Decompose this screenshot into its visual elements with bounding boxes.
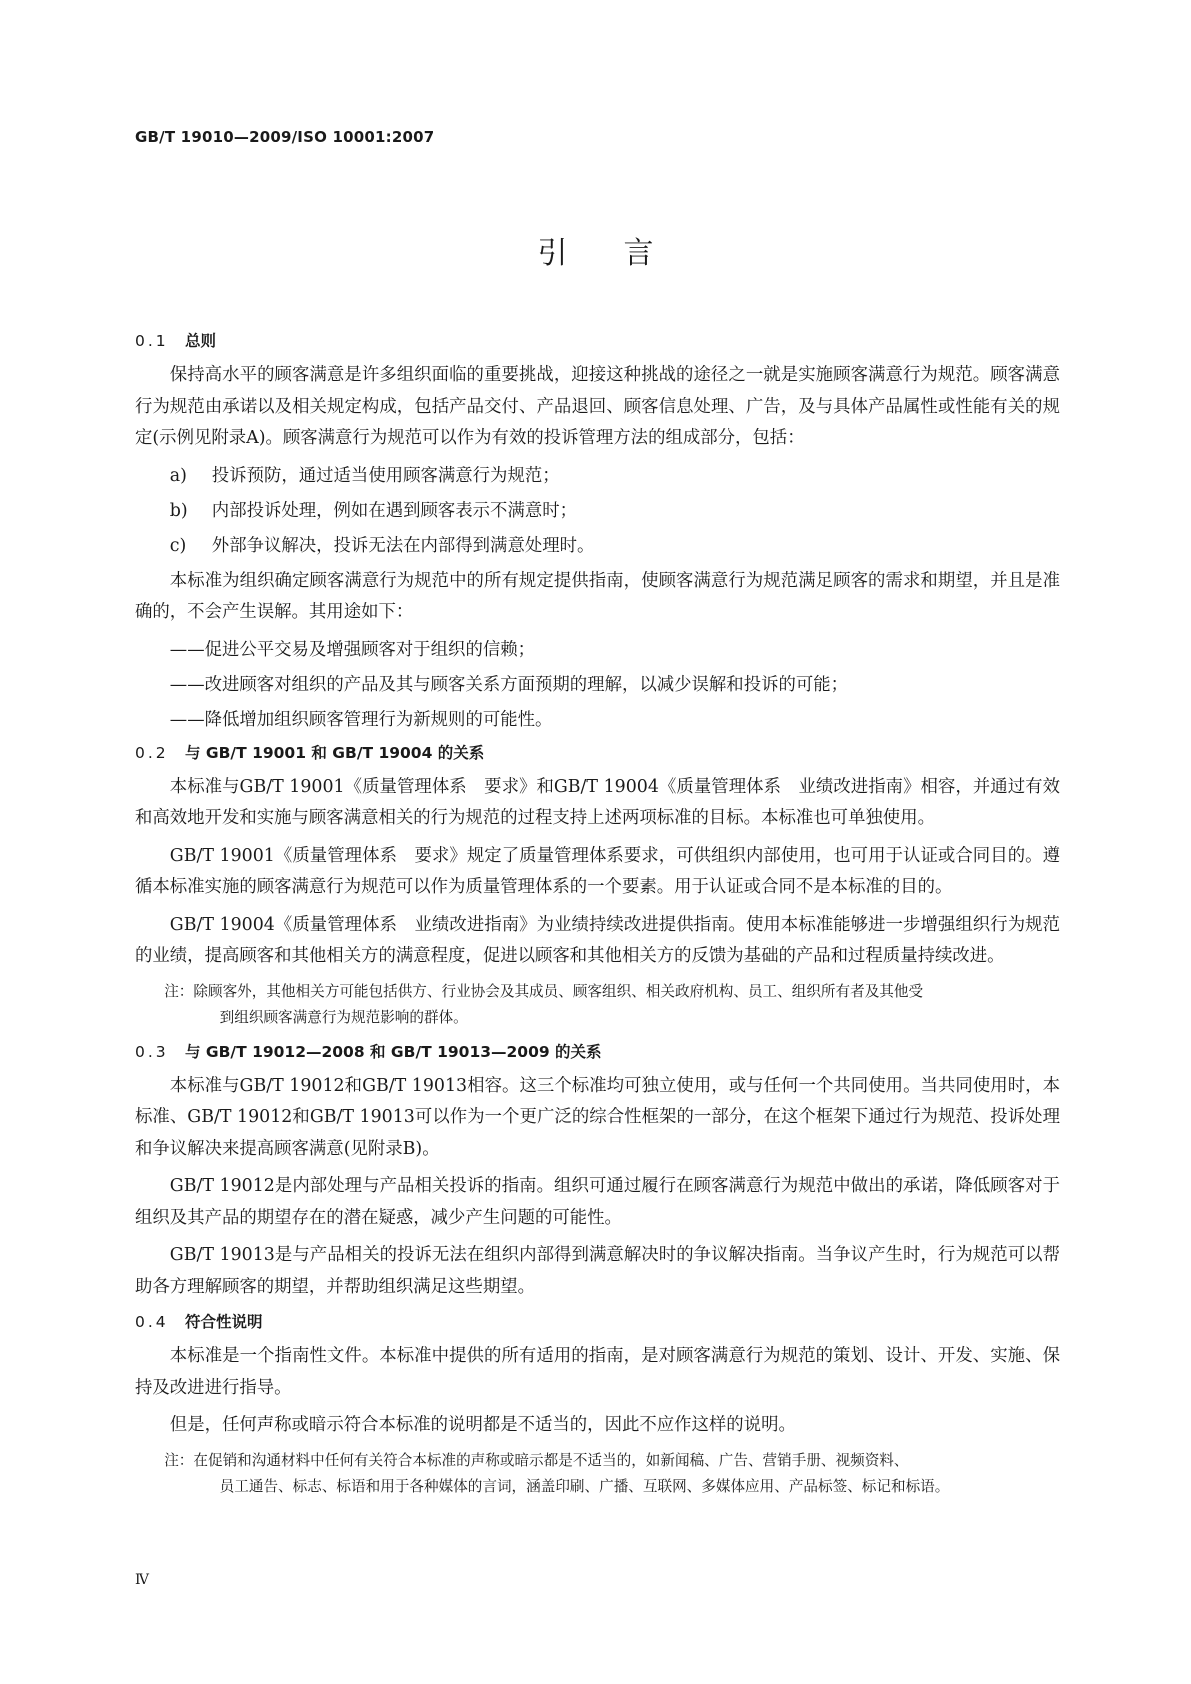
- note-line: 员工通告、标志、标语和用于各种媒体的言词，涵盖印刷、广播、互联网、多媒体应用、产品标签、标记和标语。: [219, 1477, 950, 1495]
- paragraph: 本标准是一个指南性文件。本标准中提供的所有适用的指南，是对顾客满意行为规范的策划、设计、开发、实施、保持及改进进行指导。: [135, 1346, 1060, 1398]
- list-item: [135, 461, 1060, 491]
- page-title: 引言: [537, 236, 710, 271]
- note: [135, 979, 1060, 1031]
- list-label: c): [169, 535, 187, 556]
- section-heading-0-2: [135, 740, 1060, 766]
- paragraph: GB/T 19001《质量管理体系 要求》规定了质量管理体系要求，可供组织内部使用，也可用于认证或合同目的。遵循本标准实施的顾客满意行为规范可以作为质量管理体系的一个要素。用于认证或合同不是本标准的目的。: [135, 845, 1060, 897]
- section-number: 0.2: [135, 743, 169, 762]
- paragraph: 保持高水平的顾客满意是许多组织面临的重要挑战，迎接这种挑战的途径之一就是实施顾客满意行为规范。顾客满意行为规范由承诺以及相关规定构成，包括产品交付、产品退回、顾客信息处理、广告，及与具体产品属性或性能有关的规定(示例见附录A)。顾客满意行为规范可以作为有效的投诉管理方法的组成部分，包括：: [135, 365, 1060, 448]
- list-label: b): [169, 500, 188, 521]
- section-number: 0.3: [135, 1042, 169, 1061]
- list-item: [135, 496, 1060, 526]
- list-item: [135, 531, 1060, 561]
- paragraph: 本标准为组织确定顾客满意行为规范中的所有规定提供指南，使顾客满意行为规范满足顾客的需求和期望，并且是准确的，不会产生误解。其用途如下：: [135, 570, 1060, 622]
- paragraph: GB/T 19012是内部处理与产品相关投诉的指南。组织可通过履行在顾客满意行为规范中做出的承诺，降低顾客对于组织及其产品的期望存在的潜在疑惑，减少产生问题的可能性。: [135, 1176, 1060, 1228]
- paragraph: 本标准与GB/T 19001《质量管理体系 要求》和GB/T 19004《质量管理体系 业绩改进指南》相容，并通过有效和高效地开发和实施与顾客满意相关的行为规范的过程支持上述两项标准的目标。本标准也可单独使用。: [135, 776, 1060, 828]
- section-number: 0.4: [135, 1313, 169, 1331]
- dash-item: ——促进公平交易及增强顾客对于组织的信赖；: [169, 639, 536, 660]
- list-text: 投诉预防，通过适当使用顾客满意行为规范；: [211, 465, 560, 486]
- section-title: 与 GB/T 19001 和 GB/T 19004 的关系: [185, 743, 485, 762]
- standard-code-header: GB/T 19010—2009/ISO 10001:2007: [135, 128, 435, 146]
- document-body: [135, 328, 1060, 1508]
- paragraph: GB/T 19004《质量管理体系 业绩改进指南》为业绩持续改进提供指南。使用本标准能够进一步增强组织行为规范的业绩，提高顾客和其他相关方的满意程度，促进以顾客和其他相关方的反馈为基础的产品和过程质量持续改进。: [135, 914, 1060, 966]
- section-title: 总则: [185, 332, 217, 350]
- dash-item: ——改进顾客对组织的产品及其与顾客关系方面预期的理解，以减少误解和投诉的可能；: [169, 674, 849, 695]
- note: [135, 1448, 1060, 1500]
- list-text: 内部投诉处理，例如在遇到顾客表示不满意时；: [211, 500, 578, 521]
- section-heading-0-4: [135, 1309, 1060, 1335]
- section-heading-0-3: [135, 1039, 1060, 1065]
- paragraph: 但是，任何声称或暗示符合本标准的说明都是不适当的，因此不应作这样的说明。: [169, 1415, 796, 1435]
- list-text: 外部争议解决，投诉无法在内部得到满意处理时。: [211, 535, 595, 556]
- section-heading-0-1: [135, 328, 1060, 354]
- dash-item: ——降低增加组织顾客管理行为新规则的可能性。: [169, 709, 553, 730]
- paragraph: 本标准与GB/T 19012和GB/T 19013相容。这三个标准均可独立使用，或与任何一个共同使用。当共同使用时，本标准、GB/T 19012和GB/T 19013可以作为一个更广泛的综合性框架的一部分，在这个框架下通过行为规范、投诉处理和争议解决来提高顾客满意(见附录B)。: [135, 1075, 1060, 1159]
- paragraph: GB/T 19013是与产品相关的投诉无法在组织内部得到满意解决时的争议解决指南。当争议产生时，行为规范可以帮助各方理解顾客的期望，并帮助组织满足这些期望。: [135, 1245, 1060, 1297]
- note-line: 注：在促销和沟通材料中任何有关符合本标准的声称或暗示都是不适当的，如新闻稿、广告、营销手册、视频资料、: [164, 1451, 909, 1469]
- section-title: 符合性说明: [185, 1313, 263, 1331]
- note-line: 注：除顾客外，其他相关方可能包括供方、行业协会及其成员、顾客组织、相关政府机构、员工、组织所有者及其他受: [164, 982, 924, 1000]
- section-number: 0.1: [135, 332, 169, 350]
- section-title: 与 GB/T 19012—2008 和 GB/T 19013—2009 的关系: [185, 1042, 602, 1061]
- note-line: 到组织顾客满意行为规范影响的群体。: [219, 1008, 468, 1026]
- list-label: a): [169, 465, 187, 486]
- page-number: Ⅳ: [135, 1572, 149, 1588]
